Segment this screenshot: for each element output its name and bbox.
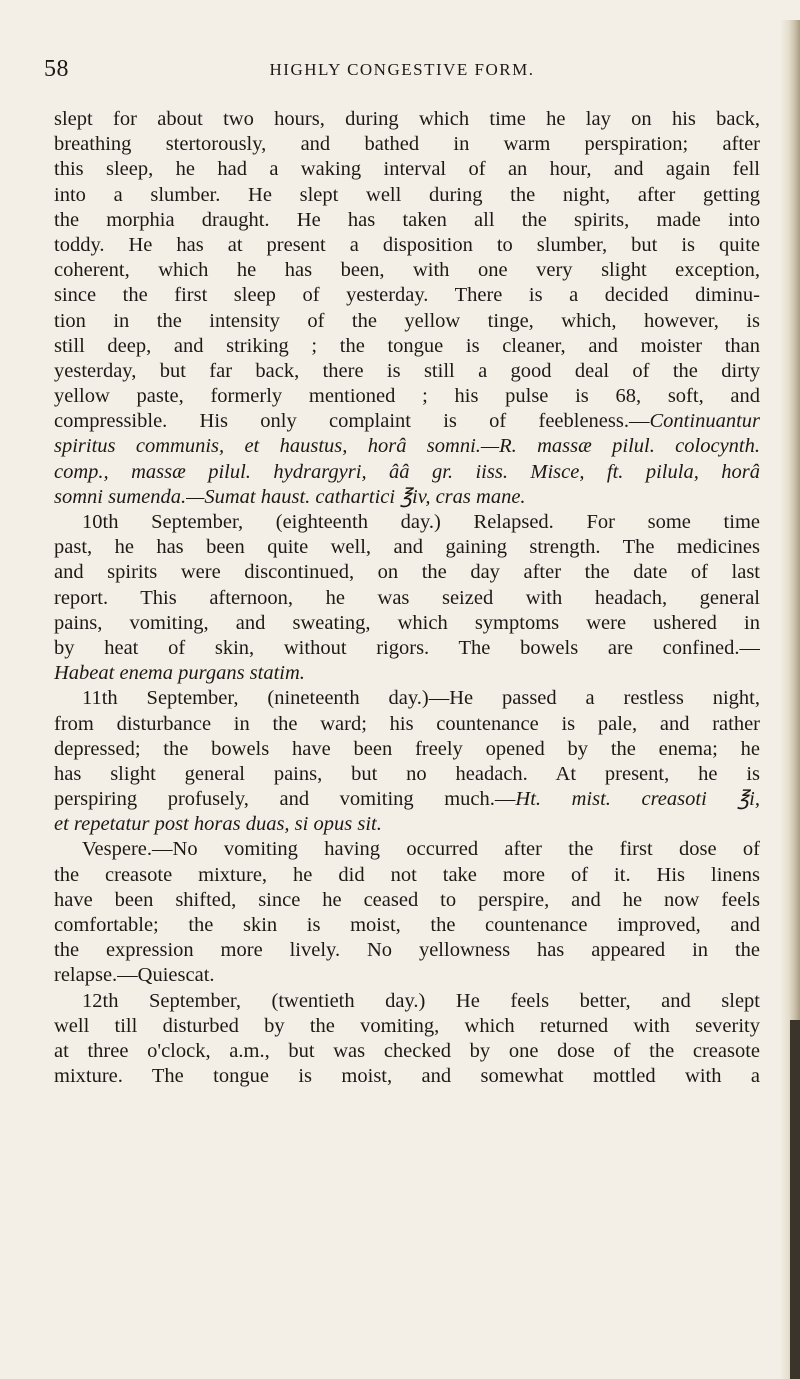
text-line: pains, vomiting, and sweating, which symptoms were ushered in (54, 611, 760, 634)
page-number: 58 (44, 56, 69, 82)
text-line: this sleep, he had a waking interval of an hour, and again fell (54, 158, 760, 181)
entry-heading-line: 12th September, (twentieth day.) He feels better, and slept (82, 989, 760, 1012)
prescription-line: et repetatur post horas duas, si opus sit. (54, 813, 382, 836)
text-line: still deep, and striking ; the tongue is cleaner, and moister than (54, 334, 760, 357)
prescription-line: spiritus communis, et haustus, horâ somni.—R. massæ pilul. colocynth. (54, 435, 760, 458)
running-head: HIGHLY CONGESTIVE FORM. (269, 60, 535, 79)
entry-heading-line: 10th September, (eighteenth day.) Relapsed. For some time (82, 511, 760, 533)
text-line: since the first sleep of yesterday. There is a decided diminu- (54, 284, 760, 307)
text-line: has slight general pains, but no headach. At present, he is (54, 762, 760, 785)
text-line: toddy. He has at present a disposition to slumber, but is quite (54, 233, 760, 256)
text-line: by heat of skin, without rigors. The bowels are confined.— (54, 636, 760, 659)
page-header (44, 56, 760, 86)
prescription-text: Ht. mist. creasoti ℥i, (515, 788, 760, 811)
text-line (54, 409, 760, 434)
prescription-text: Continuantur (649, 410, 760, 433)
binding-edge (790, 1020, 800, 1379)
text-span: compressible. His only complaint is of feebleness.— (54, 410, 650, 433)
prescription-line: Habeat enema purgans statim. (54, 662, 305, 685)
text-line: mixture. The tongue is moist, and somewhat mottled with a (54, 1065, 760, 1088)
text-line: report. This afternoon, he was seized with headach, general (54, 586, 760, 609)
text-line: the morphia draught. He has taken all the spirits, made into (54, 208, 760, 231)
text-line: tion in the intensity of the yellow tinge, which, however, is (54, 309, 760, 332)
body-text (54, 107, 760, 1089)
text-line: past, he has been quite well, and gaining strength. The medicines (54, 536, 760, 559)
entry-heading-line: Vespere.—No vomiting having occurred after the first dose of (82, 838, 760, 861)
text-line: the expression more lively. No yellowness has appeared in the (54, 939, 760, 962)
text-line: relapse.—Quiescat. (54, 964, 215, 987)
text-line: breathing stertorously, and bathed in warm perspiration; after (54, 133, 760, 156)
text-line: yesterday, but far back, there is still a good deal of the dirty (54, 359, 760, 382)
text-line: and spirits were discontinued, on the day after the date of last (54, 561, 760, 584)
prescription-line: somni sumenda.—Sumat haust. cathartici ℥iv, cras mane. (54, 485, 526, 508)
text-line: depressed; the bowels have been freely opened by the enema; he (54, 737, 760, 760)
text-line: from disturbance in the ward; his countenance is pale, and rather (54, 712, 760, 735)
text-line: into a slumber. He slept well during the night, after getting (54, 183, 760, 206)
text-line: at three o'clock, a.m., but was checked by one dose of the creasote (54, 1039, 760, 1062)
text-line: the creasote mixture, he did not take more of it. His linens (54, 863, 760, 886)
text-line: have been shifted, since he ceased to perspire, and he now feels (54, 888, 760, 911)
prescription-line: comp., massæ pilul. hydrargyri, ââ gr. iiss. Misce, ft. pilula, horâ (54, 460, 760, 483)
text-line: coherent, which he has been, with one very slight exception, (54, 259, 760, 282)
text-line: comfortable; the skin is moist, the countenance improved, and (54, 914, 760, 936)
text-line (54, 787, 760, 812)
text-line: well till disturbed by the vomiting, which returned with severity (54, 1014, 760, 1037)
text-line: yellow paste, formerly mentioned ; his pulse is 68, soft, and (54, 385, 760, 408)
text-span: perspiring profusely, and vomiting much.— (54, 788, 516, 811)
entry-heading-line: 11th September, (nineteenth day.)—He passed a restless night, (82, 687, 760, 710)
text-line: slept for about two hours, during which time he lay on his back, (54, 108, 760, 130)
